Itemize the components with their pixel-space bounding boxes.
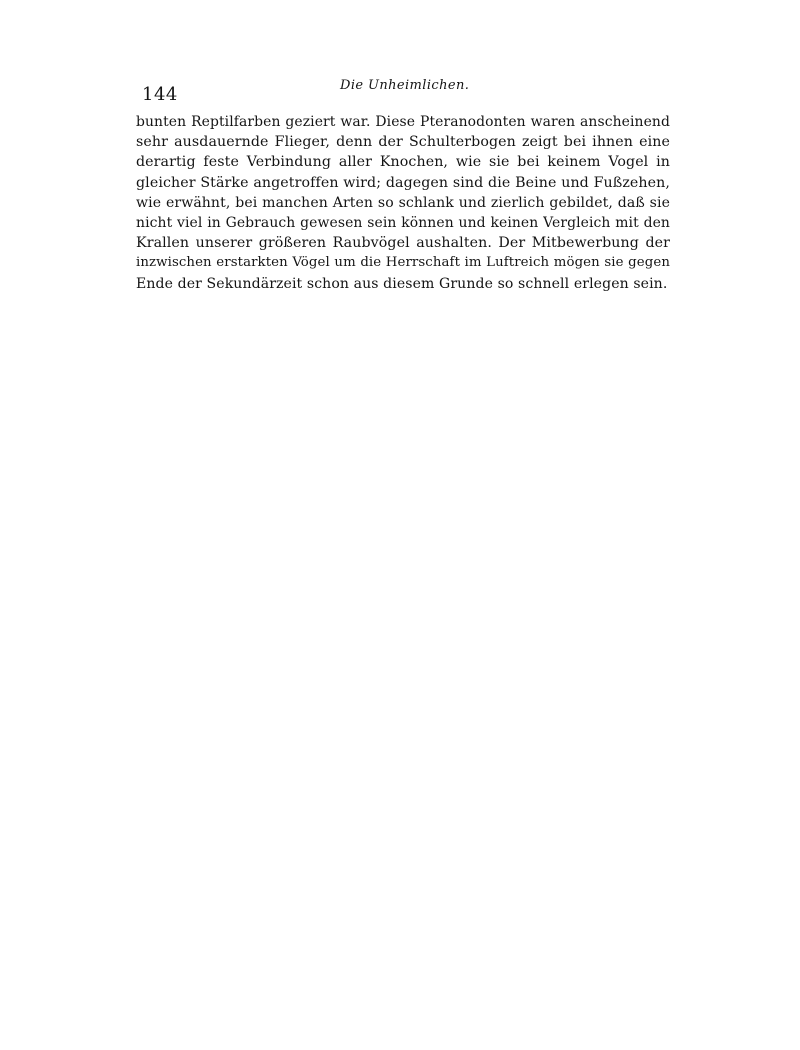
text-line-last: Ende der Sekundärzeit schon aus diesem Grunde so schnell erlegen sein. bbox=[136, 275, 668, 292]
text-line: bunten Reptilfarben geziert war. Diese Pteranodonten waren anscheinend bbox=[136, 114, 670, 130]
text-line: Krallen unserer größeren Raubvögel aushalten. Der Mitbewerbung der bbox=[136, 235, 670, 252]
text-line: derartig feste Verbindung aller Knochen, wie sie bei keinem Vogel in bbox=[136, 154, 670, 171]
text-line: sehr ausdauernde Flieger, denn der Schulterbogen zeigt bei ihnen eine bbox=[136, 134, 670, 151]
text-line: gleicher Stärke angetroffen wird; dagegen sind die Beine und Fußzehen, bbox=[136, 174, 670, 191]
page-number: 144 bbox=[142, 84, 178, 105]
text-line: wie erwähnt, bei manchen Arten so schlank und zierlich gebildet, daß sie bbox=[136, 194, 670, 211]
body-paragraph bbox=[136, 112, 670, 294]
running-title: Die Unheimlichen. bbox=[340, 78, 470, 93]
page-header bbox=[140, 76, 668, 105]
text-line: inzwischen erstarkten Vögel um die Herrschaft im Luftreich mögen sie gegen bbox=[136, 255, 670, 271]
text-line: nicht viel in Gebrauch gewesen sein können und keinen Vergleich mit den bbox=[136, 214, 670, 231]
